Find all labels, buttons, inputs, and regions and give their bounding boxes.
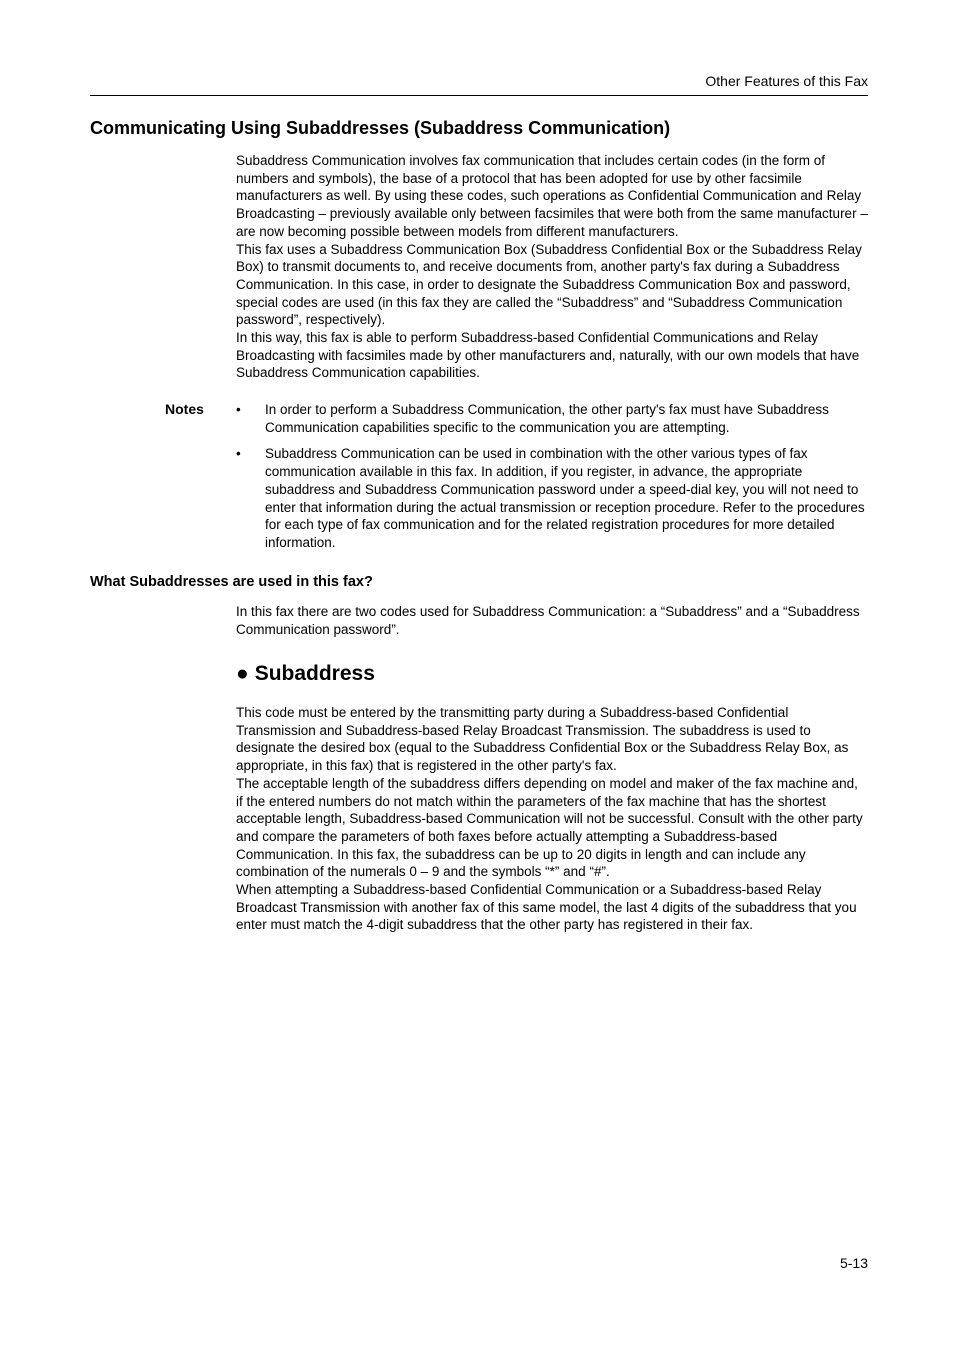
subsection-title: What Subaddresses are used in this fax? — [90, 574, 373, 590]
running-header: Other Features of this Fax — [90, 73, 868, 96]
subaddress-heading — [236, 662, 375, 686]
page-number: 5-13 — [839, 1255, 868, 1271]
note-item — [236, 401, 868, 436]
intro-paragraph: In this way, this fax is able to perform Subaddress-based Confidential Communications and Relay Broadcasting with facsimiles made by other manufacturers and, naturally, with our own models that have Subaddress Communication capabilities. — [236, 330, 860, 381]
codes-intro-paragraph: In this fax there are two codes used for Subaddress Communication: a “Subaddress” and a “Subaddress Communication password”. — [236, 604, 860, 637]
filled-circle-icon: ● — [236, 662, 249, 685]
subaddress-paragraph: The acceptable length of the subaddress differs depending on model and maker of the fax machine and, if the entered numbers do not match within the parameters of the fax machine that has the shortest acceptable length, Subaddress-based Communication will not be successful. Consult with the other party and compare the parameters of both faxes before actually attempting a Subaddress-based Communication. In this fax, the subaddress can be up to 20 digits in length and can include any combination of the numerals 0 – 9 and the symbols “*” and “#”. — [236, 775, 863, 880]
section-title: Communicating Using Subaddresses (Subaddress Communication) — [90, 118, 671, 138]
codes-intro — [236, 603, 868, 638]
note-item — [236, 445, 868, 551]
intro-paragraph: Subaddress Communication involves fax communication that includes certain codes (in the form of numbers and symbols), the base of a protocol that has been adopted for use by other facsimile manufacturers as well. By using these codes, such operations as Confidential Communication and Relay Broadcasting – previously available only between facsimiles that were both from the same manufacturer – are now becoming possible between models from different manufacturers. — [236, 153, 868, 239]
notes-label: Notes — [165, 401, 204, 417]
subaddress-paragraph: When attempting a Subaddress-based Confidential Communication or a Subaddress-based Relay Broadcast Transmission with another fax of this same model, the last 4 digits of the subaddress that you enter must match the 4-digit subaddress that the other party has registered in their fax. — [236, 882, 857, 933]
subaddress-text — [236, 704, 868, 934]
subaddress-title: Subaddress — [254, 662, 375, 685]
notes-list — [236, 401, 868, 561]
note-text: In order to perform a Subaddress Communication, the other party's fax must have Subaddress Communication capabilities specific to the communication you are attempting. — [265, 402, 829, 435]
bullet-icon: • — [236, 402, 241, 417]
note-text: Subaddress Communication can be used in combination with the other various types of fax communication available in this fax. In addition, if you register, in advance, the appropriate subaddress and Subaddress Communication password under a speed-dial key, you will not need to enter that information during the actual transmission or reception procedure. Refer to the procedures for each type of fax communication and for the related registration procedures for more detailed information. — [265, 446, 865, 550]
subaddress-paragraph: This code must be entered by the transmitting party during a Subaddress-based Confidential Transmission and Subaddress-based Relay Broadcast Transmission. The subaddress is used to designate the desired box (equal to the Subaddress Confidential Box or the Subaddress Relay Box, as appropriate, in this fax) that is registered in the other party's fax. — [236, 705, 849, 774]
bullet-icon: • — [236, 446, 241, 462]
intro-paragraph: This fax uses a Subaddress Communication Box (Subaddress Confidential Box or the Subaddress Relay Box) to transmit documents to, and receive documents from, another party's fax during a Subaddress Communication. In this case, in order to designate the Subaddress Communication Box and password, special codes are used (in this fax they are called the “Subaddress” and “Subaddress Communication password”, respectively). — [236, 241, 862, 328]
intro-text — [236, 152, 868, 382]
